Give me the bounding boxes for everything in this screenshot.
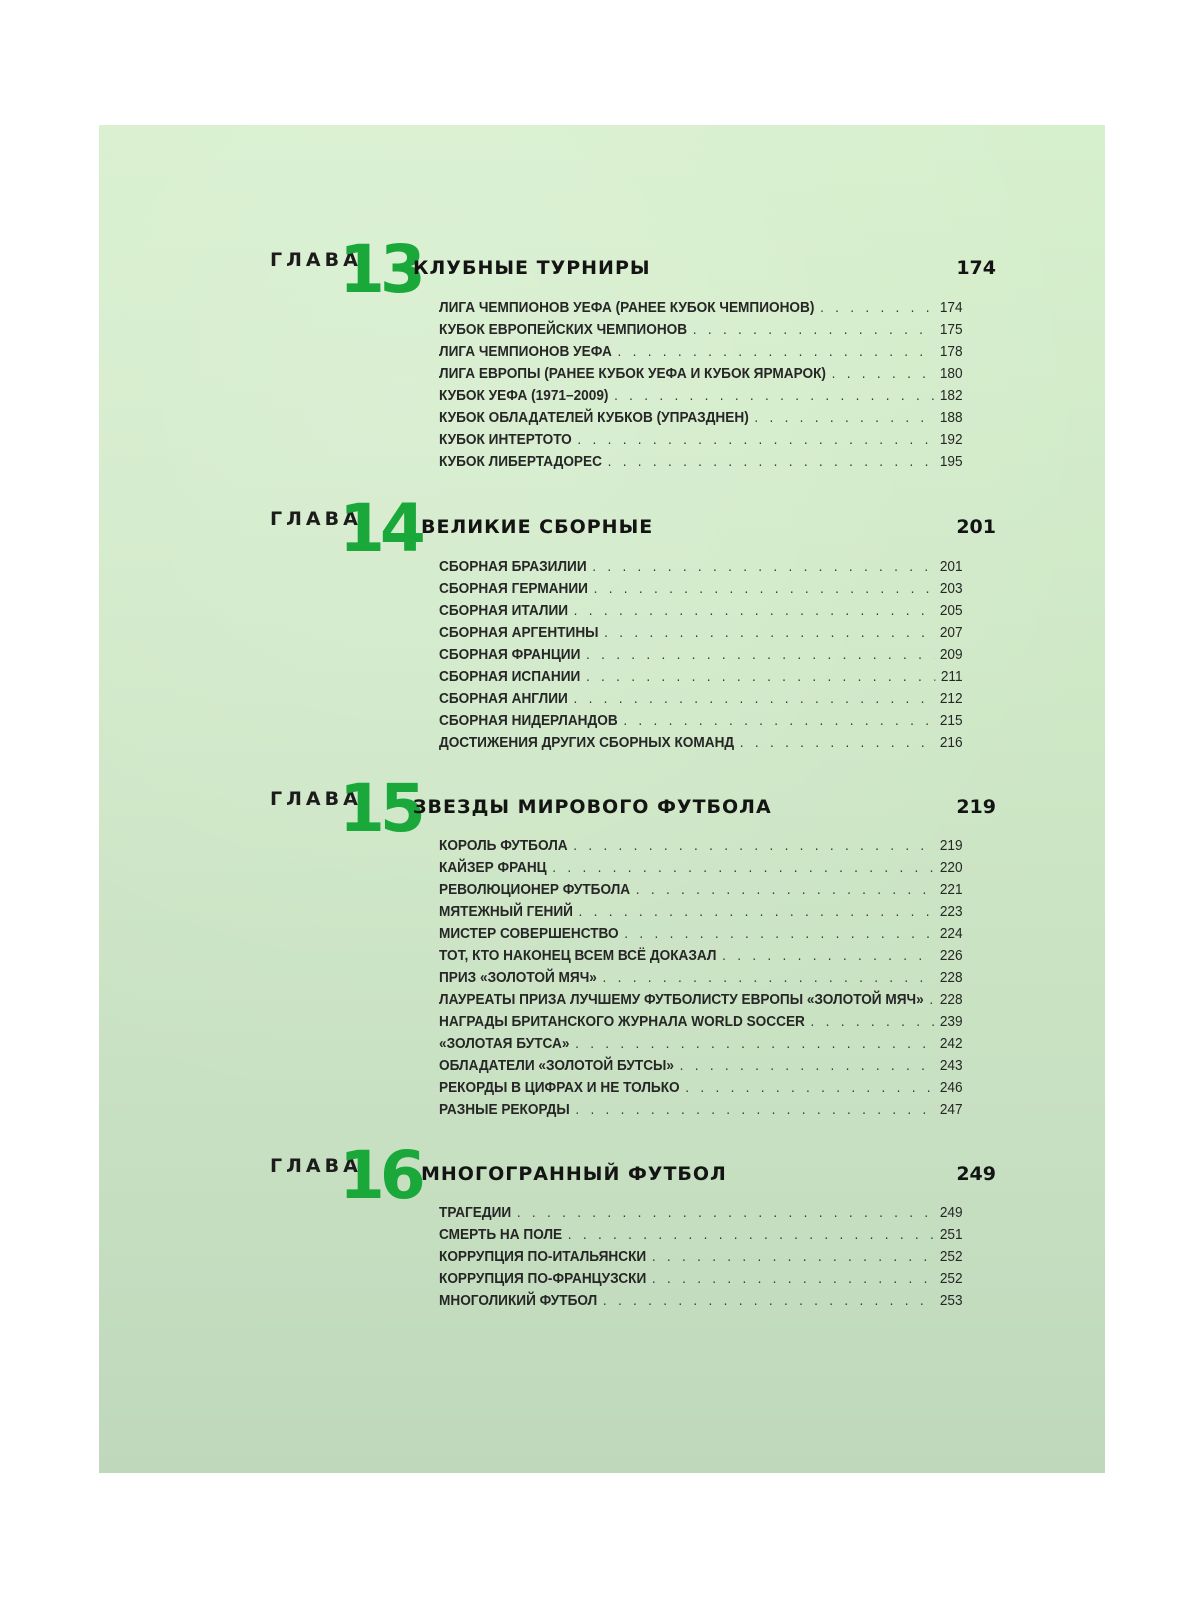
toc-entry-page: 182 [939,388,963,404]
toc-entry-page: 253 [939,1293,963,1309]
toc-entry[interactable] [439,300,963,322]
toc-entry-page: 228 [939,992,963,1008]
chapter-number: 15 [339,770,421,847]
toc-entry[interactable] [439,603,963,625]
dot-leader [652,1271,934,1287]
toc-entry-page: 205 [939,603,963,619]
toc-entry[interactable] [439,1102,963,1124]
toc-entry[interactable] [439,882,963,904]
chapter-title: ВЕЛИКИЕ СБОРНЫЕ [421,516,654,538]
dot-leader [574,603,935,619]
toc-entry-page: 252 [939,1271,963,1287]
toc-entry-title: КУБОК ЛИБЕРТАДОРЕС [439,454,602,470]
chapter-label: ГЛАВА [270,249,362,271]
dot-leader [693,322,934,338]
toc-entry-page: 242 [939,1036,963,1052]
toc-entry[interactable] [439,1058,963,1080]
toc-entry[interactable] [439,1036,963,1058]
toc-entry[interactable] [439,647,963,669]
toc-entry[interactable] [439,559,963,581]
dot-leader [586,669,935,685]
chapter-page: 174 [956,257,996,279]
dot-leader [832,366,935,382]
dot-leader [811,1014,935,1030]
toc-entry-title: ПРИЗ «ЗОЛОТОЙ МЯЧ» [439,970,597,986]
toc-entry[interactable] [439,926,963,948]
toc-entry-page: 220 [939,860,963,876]
dot-leader [740,735,934,751]
toc-entry[interactable] [439,410,963,432]
toc-entry[interactable] [439,838,963,860]
toc-entry-title: КОРРУПЦИЯ ПО-ИТАЛЬЯНСКИ [439,1249,647,1265]
toc-entry-title: КУБОК ИНТЕРТОТО [439,432,572,448]
dot-leader [636,882,934,898]
toc-entry-page: 221 [939,882,963,898]
toc-entry-title: СМЕРТЬ НА ПОЛЕ [439,1227,563,1243]
dot-leader [680,1058,935,1074]
dot-leader [624,926,934,942]
toc-entry[interactable] [439,1227,963,1249]
toc-entry-title: ТОТ, КТО НАКОНЕЦ ВСЕМ ВСЁ ДОКАЗАЛ [439,948,717,964]
dot-leader [517,1205,934,1221]
toc-entry[interactable] [439,904,963,926]
toc-entry[interactable] [439,860,963,882]
toc-entry-title: РЕКОРДЫ В ЦИФРАХ И НЕ ТОЛЬКО [439,1080,680,1096]
toc-entry[interactable] [439,366,963,388]
chapter-number: 14 [339,490,421,567]
dot-leader [603,970,935,986]
toc-entry[interactable] [439,1014,963,1036]
toc-entry-title: ЛАУРЕАТЫ ПРИЗА ЛУЧШЕМУ ФУТБОЛИСТУ ЕВРОПЫ «ЗОЛОТОЙ МЯЧ» [439,992,924,1008]
toc-entry[interactable] [439,948,963,970]
dot-leader [618,344,935,360]
toc-entry-page: 203 [939,581,963,597]
toc-entry-title: ЛИГА ЧЕМПИОНОВ УЕФА [439,344,612,360]
toc-entry-title: СБОРНАЯ БРАЗИЛИИ [439,559,587,575]
chapter-label: ГЛАВА [270,788,362,810]
toc-entry-page: 215 [939,713,963,729]
toc-entry[interactable] [439,1249,963,1271]
toc-entry[interactable] [439,581,963,603]
toc-entry[interactable] [439,1080,963,1102]
toc-entry-page: 224 [939,926,963,942]
dot-leader [573,691,934,707]
dot-leader [603,1293,934,1309]
chapter-page: 201 [956,516,996,538]
toc-entry-title: ДОСТИЖЕНИЯ ДРУГИХ СБОРНЫХ КОМАНД [439,735,735,751]
toc-entry-title: КОРРУПЦИЯ ПО-ФРАНЦУЗСКИ [439,1271,647,1287]
dot-leader [552,860,934,876]
toc-entry-title: «ЗОЛОТАЯ БУТСА» [439,1036,570,1052]
toc-entry[interactable] [439,432,963,454]
toc-entry-page: 212 [939,691,963,707]
chapter-label: ГЛАВА [270,1155,362,1177]
toc-entry-title: МИСТЕР СОВЕРШЕНСТВО [439,926,619,942]
dot-leader [573,838,934,854]
toc-entry[interactable] [439,992,963,1014]
toc-entry-title: КУБОК ОБЛАДАТЕЛЕЙ КУБКОВ (УПРАЗДНЕН) [439,410,749,426]
dot-leader [575,1102,934,1118]
toc-entry-page: 251 [939,1227,963,1243]
toc-entry-page: 209 [939,647,963,663]
toc-entry[interactable] [439,691,963,713]
toc-entry[interactable] [439,1205,963,1227]
chapter-number: 16 [339,1137,421,1214]
toc-entry[interactable] [439,1293,963,1315]
toc-entry[interactable] [439,1271,963,1293]
toc-entry-title: СБОРНАЯ ИСПАНИИ [439,669,581,685]
dot-leader [623,713,934,729]
chapter-page: 249 [956,1163,996,1185]
toc-entry-title: КАЙЗЕР ФРАНЦ [439,860,547,876]
toc-entry-page: 252 [939,1249,963,1265]
dot-leader [685,1080,934,1096]
dot-leader [568,1227,934,1243]
toc-entry-page: 216 [939,735,963,751]
toc-entry-page: 188 [939,410,963,426]
dot-leader [575,1036,934,1052]
toc-entry-title: РАЗНЫЕ РЕКОРДЫ [439,1102,570,1118]
toc-entry-title: СБОРНАЯ ФРАНЦИИ [439,647,581,663]
toc-entry-title: РЕВОЛЮЦИОНЕР ФУТБОЛА [439,882,631,898]
toc-entry-title: ТРАГЕДИИ [439,1205,512,1221]
toc-entry-page: 175 [939,322,963,338]
dot-leader [820,300,934,316]
toc-entry-title: ЛИГА ЧЕМПИОНОВ УЕФА (РАНЕЕ КУБОК ЧЕМПИОНОВ) [439,300,815,316]
toc-entry-title: КУБОК ЕВРОПЕЙСКИХ ЧЕМПИОНОВ [439,322,688,338]
toc-entry-page: 243 [939,1058,963,1074]
chapter-title: МНОГОГРАННЫЙ ФУТБОЛ [421,1163,727,1185]
dot-leader [592,559,934,575]
toc-entry-page: 246 [939,1080,963,1096]
dot-leader [722,948,934,964]
toc-entry-title: СБОРНАЯ ИТАЛИИ [439,603,569,619]
toc-entry[interactable] [439,735,963,757]
dot-leader [754,410,934,426]
toc-entry[interactable] [439,344,963,366]
toc-entry-page: 226 [939,948,963,964]
chapter-title: ЗВЕЗДЫ МИРОВОГО ФУТБОЛА [413,796,772,818]
dot-leader [577,432,934,448]
toc-entry-page: 195 [939,454,963,470]
dot-leader [586,647,934,663]
toc-entry-title: СБОРНАЯ АНГЛИИ [439,691,568,707]
toc-entry[interactable] [439,322,963,344]
toc-entry-page: 180 [939,366,963,382]
chapter-label: ГЛАВА [270,508,362,530]
toc-entry-title: ОБЛАДАТЕЛИ «ЗОЛОТОЙ БУТСЫ» [439,1058,674,1074]
toc-entry-page: 178 [939,344,963,360]
toc-entry-page: 207 [939,625,963,641]
toc-entry-title: ЛИГА ЕВРОПЫ (РАНЕЕ КУБОК УЕФА И КУБОК ЯРМАРОК) [439,366,826,382]
toc-entry[interactable] [439,388,963,410]
toc-entry-page: 192 [939,432,963,448]
toc-entry-page: 219 [939,838,963,854]
dot-leader [604,625,934,641]
dot-leader [929,992,934,1008]
toc-entry[interactable] [439,970,963,992]
toc-entry[interactable] [439,669,963,691]
dot-leader [608,454,935,470]
toc-entry[interactable] [439,625,963,647]
dot-leader [594,581,935,597]
toc-entry-page: 239 [939,1014,963,1030]
toc-entry-page: 247 [939,1102,963,1118]
toc-entry-page: 211 [940,669,963,685]
toc-page [99,125,1105,1473]
toc-entry[interactable] [439,454,963,476]
chapter-title: КЛУБНЫЕ ТУРНИРЫ [413,257,651,279]
dot-leader [614,388,934,404]
dot-leader [579,904,935,920]
toc-entry-title: НАГРАДЫ БРИТАНСКОГО ЖУРНАЛА WORLD SOCCER [439,1014,805,1030]
chapter-number: 13 [339,231,421,308]
toc-entry-page: 249 [939,1205,963,1221]
toc-entry-page: 223 [939,904,963,920]
toc-entry-title: КОРОЛЬ ФУТБОЛА [439,838,568,854]
toc-entry-title: МНОГОЛИКИЙ ФУТБОЛ [439,1293,598,1309]
toc-entry-page: 201 [939,559,963,575]
toc-entry-title: СБОРНАЯ АРГЕНТИНЫ [439,625,599,641]
toc-entry-page: 174 [939,300,963,316]
toc-entry-title: СБОРНАЯ ГЕРМАНИИ [439,581,588,597]
dot-leader [652,1249,934,1265]
toc-entry[interactable] [439,713,963,735]
toc-entry-title: МЯТЕЖНЫЙ ГЕНИЙ [439,904,573,920]
toc-entry-title: СБОРНАЯ НИДЕРЛАНДОВ [439,713,618,729]
chapter-page: 219 [956,796,996,818]
toc-entry-page: 228 [939,970,963,986]
toc-entry-title: КУБОК УЕФА (1971–2009) [439,388,609,404]
